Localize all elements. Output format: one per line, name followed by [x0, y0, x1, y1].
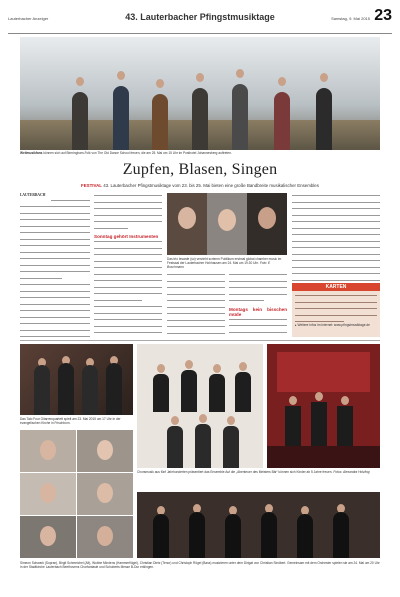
text-line [167, 307, 225, 312]
text-line [295, 308, 377, 313]
text-line [94, 293, 162, 298]
face-shape [218, 209, 236, 231]
trio-photo [167, 193, 287, 255]
guitar-quartet-photo [20, 344, 133, 415]
text-line [94, 267, 162, 272]
page-number: 23 [374, 7, 392, 24]
musician-figure [297, 514, 313, 558]
singer-head [199, 414, 207, 423]
portrait-tile [20, 430, 76, 472]
text-line [292, 247, 380, 252]
portrait-tile [77, 473, 133, 515]
musician-figure [72, 92, 88, 150]
text-line [292, 273, 380, 278]
face-shape [258, 207, 276, 229]
musician-figure [316, 88, 332, 150]
text-line [292, 280, 380, 282]
soloist-portrait-grid [20, 430, 133, 558]
newspaper-name: Lauterbacher Anzeiger [8, 16, 49, 21]
musician-figure [261, 512, 277, 558]
text-line [167, 274, 225, 279]
text-line [167, 313, 225, 318]
text-line [292, 195, 380, 200]
caption-text: können sich auf Birmingham-Folk von The Old Dance School freuen, die am 25. Mai um 15 Uhr im Posthotel Johannesberg auftreten. [43, 151, 232, 155]
portrait-tile [77, 430, 133, 472]
performer-head [315, 392, 323, 401]
text-line [94, 326, 162, 331]
musician-figure [192, 88, 208, 150]
text-line [20, 219, 90, 224]
text-line [292, 241, 380, 246]
singer-figure [209, 374, 225, 412]
article-column-5 [292, 193, 380, 281]
article-subhead: Sonntag gehört Instrumenten [94, 234, 159, 239]
text-line [229, 294, 287, 299]
section-divider [20, 340, 380, 341]
singer-figure [235, 372, 251, 412]
text-line [20, 284, 90, 289]
text-line [229, 274, 287, 279]
text-line [20, 291, 90, 296]
text-line [20, 213, 90, 218]
text-line [292, 202, 380, 207]
portrait-tile [207, 193, 247, 255]
bottom-caption [20, 561, 380, 569]
text-line [20, 245, 90, 250]
musician-head [278, 77, 286, 86]
article-column-2 [94, 193, 162, 337]
text-line [94, 274, 162, 279]
text-line [295, 315, 377, 320]
text-line [94, 313, 162, 318]
text-line [20, 336, 90, 337]
singer-figure [167, 426, 183, 468]
info-note: Weitere Infos im Internet: www.pfingstmusiktage.de [297, 323, 370, 327]
text-line [295, 302, 377, 307]
text-line [20, 258, 90, 263]
choir-puppet-caption [137, 470, 380, 474]
face-shape [40, 440, 56, 460]
performer-figure [337, 406, 353, 446]
text-line [20, 239, 90, 244]
text-line [94, 202, 162, 207]
trio-photo-caption [167, 257, 287, 269]
photo-credit: Fotos: Alexandra Holzling [333, 470, 370, 474]
caption-lead: Weltmusikfans [20, 151, 43, 155]
text-line [94, 215, 162, 220]
text-line [94, 248, 162, 253]
choir-photo [137, 344, 263, 468]
portrait-tile [167, 193, 207, 255]
subheadline-text: 43. Lauterbacher Pfingstmusiktage vom 23. bis 25. Mai bieten eine große Bandbreite musikalischer Ensembles [103, 183, 319, 188]
text-line [94, 228, 162, 233]
musician-figure [225, 514, 241, 558]
photo-credit: Foto: E Boschmann [167, 261, 271, 269]
singer-figure [181, 370, 197, 412]
ticket-info-box [292, 283, 380, 337]
text-line [167, 333, 225, 338]
singer-head [213, 364, 221, 373]
singer-head [171, 416, 179, 425]
musician-figure [106, 363, 122, 415]
stage-floor [267, 446, 380, 468]
text-line [94, 241, 162, 246]
subheadline [8, 183, 392, 188]
text-line [20, 304, 90, 309]
text-line [292, 228, 380, 233]
text-line [20, 226, 90, 231]
performer-figure [311, 402, 327, 446]
info-arrow-icon: ▸ [295, 323, 297, 327]
issue-date: Samstag, 9. Mai 2015 [331, 16, 370, 21]
stage-curtain [277, 352, 370, 392]
text-line [229, 325, 287, 330]
text-line [229, 300, 287, 305]
musician-figure [333, 512, 349, 558]
musician-figure [189, 512, 205, 558]
face-shape [40, 483, 56, 503]
text-line [20, 310, 90, 315]
orchestra-photo [137, 492, 380, 558]
musician-figure [82, 365, 98, 415]
performer-head [341, 396, 349, 405]
text-line [94, 221, 162, 226]
text-line [94, 287, 162, 292]
caption-text: Das Talo Four Gitarrenquartett spielt am 23. Mai 2015 um 17 Uhr in der evangelischen Kirche in Frischborn. [20, 417, 121, 425]
singer-head [157, 364, 165, 373]
text-line [94, 261, 162, 266]
caption-text: Simeon Schwark (Sopran), Birgit Schmeichel (Alt), Wobbe Mindens (Hammerflügel), Christian Dietz (Tenor) und Christoph Rögel (Bass) musizieren unter dem Dirigat von Christian Sindbert. Gemeinsam mit dem Orchester spielen sie am 24. Mai um 20 Uhr in der Stadtkirche Lauterbach Beethovens Chorfantasie und Schuberts Messe B-Dur erklingen. [20, 561, 380, 569]
singer-figure [195, 424, 211, 468]
text-line [20, 323, 90, 328]
text-line [94, 300, 162, 305]
musician-figure [34, 365, 50, 415]
ticket-box-text [292, 291, 380, 323]
text-line [292, 260, 380, 265]
text-line [167, 294, 225, 299]
singer-head [227, 416, 235, 425]
ticket-box-link[interactable] [292, 323, 380, 327]
caption-text: Chorsmusik aus fünf Jahrhunderten präsentiert das Ensemble Auf die „Abenteuer des Meisters Bär“ können sich Kinder ab 5 Jahre freuen. [137, 470, 333, 474]
dateline: LAUTERBACH [20, 193, 46, 197]
singer-head [185, 360, 193, 369]
text-line [20, 232, 90, 237]
singer-figure [223, 426, 239, 468]
headline: Zupfen, Blasen, Singen [122, 161, 278, 178]
top-photo-caption [20, 151, 380, 155]
section-tag: FESTIVAL [81, 183, 102, 188]
text-line [292, 208, 380, 213]
text-line [229, 319, 287, 324]
face-shape [178, 207, 196, 229]
text-line [292, 234, 380, 239]
article-column-4 [229, 272, 287, 337]
text-line [94, 332, 162, 337]
text-line [229, 281, 287, 286]
singer-head [239, 362, 247, 371]
musician-head [196, 73, 204, 82]
face-shape [40, 526, 56, 546]
musician-head [76, 77, 84, 86]
portrait-tile [20, 473, 76, 515]
face-shape [97, 440, 113, 460]
portrait-tile [77, 516, 133, 558]
text-line [292, 221, 380, 226]
face-shape [97, 526, 113, 546]
text-line [292, 215, 380, 220]
musician-figure [152, 94, 168, 150]
portrait-tile [247, 193, 287, 255]
text-line [167, 287, 225, 292]
text-line [167, 326, 225, 331]
singer-figure [153, 374, 169, 412]
puppet-theatre-photo [267, 344, 380, 468]
text-line [94, 195, 162, 200]
text-line [20, 297, 90, 302]
musician-figure [58, 363, 74, 415]
band-photo [20, 37, 380, 150]
text-line [167, 300, 225, 305]
musician-head [117, 71, 125, 80]
guitar-photo-caption [20, 417, 133, 425]
ticket-box-title: KARTEN [292, 283, 380, 291]
text-line [20, 206, 90, 211]
musician-head [320, 73, 328, 82]
musician-head [156, 79, 164, 88]
performer-figure [285, 406, 301, 446]
text-line [94, 280, 162, 285]
musician-figure [153, 514, 169, 558]
text-line [20, 278, 90, 283]
text-line [229, 332, 287, 337]
article-column-3 [167, 272, 225, 337]
page-header [8, 4, 392, 34]
article-subhead: Montags kein bisschen müde [229, 306, 287, 317]
text-line [94, 208, 162, 213]
text-line [20, 317, 90, 322]
text-line [20, 271, 90, 276]
text-line [20, 252, 90, 257]
text-line [20, 330, 90, 335]
text-line [94, 306, 162, 311]
musician-figure [274, 92, 290, 150]
section-title: 43. Lauterbacher Pfingstmusiktage [125, 12, 275, 22]
caption-text: Das trio lesarde (so) verzieht scrienm Publikum erstmal global chamber music im Festsaal der Lauterbacher Hohhausen am 24. Mai um 19.30 Uhr. [167, 257, 282, 265]
text-line [94, 254, 162, 259]
musician-figure [232, 84, 248, 150]
portrait-tile [20, 516, 76, 558]
text-line [295, 295, 377, 300]
musician-figure [113, 86, 129, 150]
text-line [167, 320, 225, 325]
performer-head [289, 396, 297, 405]
text-line [20, 200, 90, 205]
text-line [94, 319, 162, 324]
text-line [292, 267, 380, 272]
text-line [292, 254, 380, 259]
text-line [167, 281, 225, 286]
text-line [229, 287, 287, 292]
musician-head [236, 69, 244, 78]
text-line [20, 265, 90, 270]
article-column-1 [20, 193, 90, 337]
face-shape [97, 483, 113, 503]
